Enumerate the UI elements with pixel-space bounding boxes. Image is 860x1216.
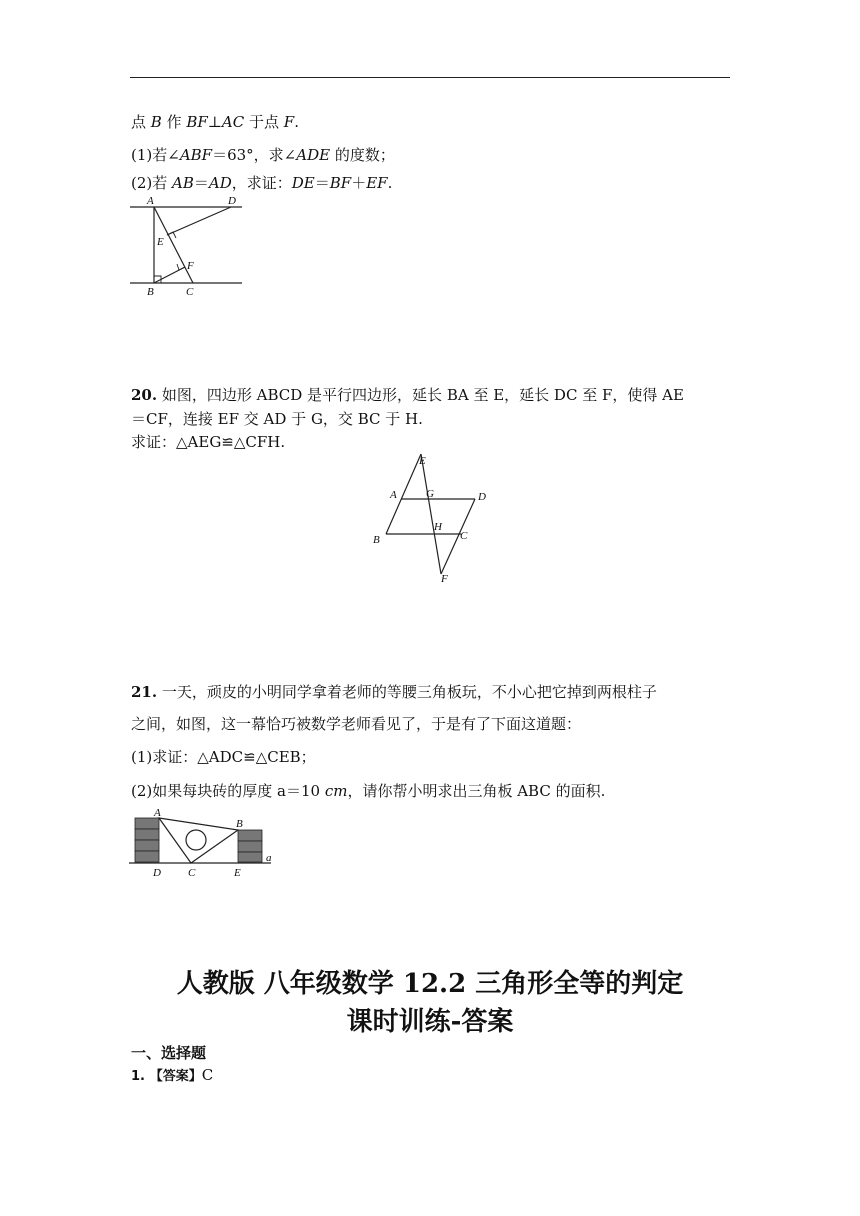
q19-figure: [125, 192, 250, 300]
q20-label-C: C: [460, 530, 468, 542]
q21-line1: 21. 一天，顽皮的小明同学拿着老师的等腰三角板玩，不小心把它掉到两根柱子: [131, 683, 657, 701]
q20-label-F: F: [441, 573, 448, 584]
q19-label-D: D: [228, 195, 236, 207]
q20-label-H: H: [434, 521, 442, 533]
q19-label-E: E: [157, 236, 164, 248]
q21-part2: (2)如果每块砖的厚度 a＝10 cm，请你帮小明求出三角板 ABC 的面积.: [131, 782, 606, 800]
q19-label-C: C: [186, 286, 194, 298]
q19-part2: (2)若 AB＝AD，求证：DE＝BF＋EF.: [131, 174, 393, 192]
answers-section-heading: 一、选择题: [131, 1044, 207, 1062]
q21-label-B: B: [236, 818, 243, 830]
q21-part1: (1)求证：△ADC≌△CEB；: [131, 748, 316, 766]
q20-label-B: B: [373, 534, 380, 546]
answers-title-line1: 人教版 八年级数学 12.2 三角形全等的判定: [176, 969, 684, 999]
q19-label-B: B: [147, 286, 154, 298]
q21-label-a: a: [266, 852, 272, 864]
q21-label-C: C: [188, 867, 196, 879]
q21-label-D: D: [153, 867, 161, 879]
q21-label-E: E: [234, 867, 241, 879]
q20-line2: ＝CF，连接 EF 交 AD 于 G，交 BC 于 H.: [131, 410, 423, 428]
q19-label-A: A: [147, 195, 154, 207]
q20-label-A: A: [390, 489, 397, 501]
q20-line3: 求证：△AEG≌△CFH.: [131, 433, 286, 451]
answers-title-line2: 课时训练-答案: [346, 1007, 514, 1037]
q21-line2: 之间，如图，这一幕恰巧被数学老师看见了，于是有了下面这道题：: [131, 715, 582, 733]
q21-figure: [125, 806, 285, 882]
q20-label-D: D: [478, 491, 486, 503]
q19-part1: (1)若∠ABF＝63°，求∠ADE 的度数；: [131, 146, 395, 164]
q19-label-F: F: [187, 260, 194, 272]
q19-line0: 点 B 作 BF⊥AC 于点 F.: [131, 113, 299, 131]
answer-1: 1. 【答案】C: [131, 1066, 214, 1084]
q21-label-A: A: [154, 807, 161, 819]
q20-figure: [365, 448, 495, 584]
q20-label-G: G: [426, 488, 434, 500]
q20-line1: 20. 如图，四边形 ABCD 是平行四边形，延长 BA 至 E，延长 DC 至 F，使得 AE: [131, 386, 684, 404]
header-rule: [130, 77, 730, 78]
q20-label-E: E: [419, 455, 426, 467]
